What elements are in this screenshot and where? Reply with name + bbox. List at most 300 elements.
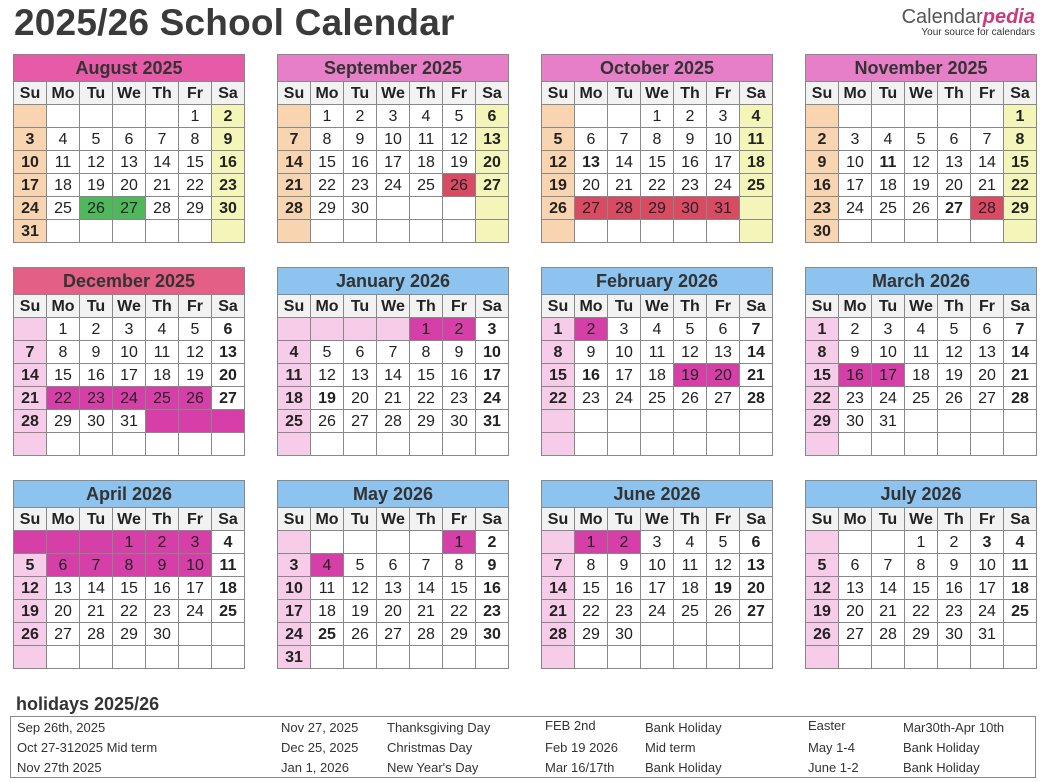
day-cell[interactable]: 30 bbox=[443, 410, 476, 433]
day-cell[interactable]: 24 bbox=[113, 387, 146, 410]
day-cell[interactable]: 9 bbox=[212, 128, 245, 151]
day-cell[interactable]: 8 bbox=[806, 341, 839, 364]
day-cell[interactable]: 12 bbox=[344, 577, 377, 600]
day-cell[interactable]: 17 bbox=[872, 364, 905, 387]
day-cell[interactable]: 11 bbox=[1004, 554, 1037, 577]
day-cell[interactable]: 22 bbox=[641, 174, 674, 197]
day-cell[interactable]: 16 bbox=[674, 151, 707, 174]
day-cell[interactable]: 3 bbox=[113, 318, 146, 341]
day-cell[interactable]: 16 bbox=[443, 364, 476, 387]
day-cell[interactable]: 18 bbox=[905, 364, 938, 387]
day-cell[interactable]: 29 bbox=[179, 197, 212, 220]
day-cell[interactable]: 7 bbox=[14, 341, 47, 364]
day-cell[interactable]: 1 bbox=[179, 105, 212, 128]
day-cell[interactable]: 18 bbox=[1004, 577, 1037, 600]
day-cell[interactable]: 20 bbox=[377, 600, 410, 623]
day-cell[interactable]: 6 bbox=[839, 554, 872, 577]
day-cell[interactable]: 2 bbox=[146, 531, 179, 554]
day-cell[interactable]: 2 bbox=[938, 531, 971, 554]
day-cell[interactable]: 23 bbox=[938, 600, 971, 623]
day-cell[interactable]: 23 bbox=[212, 174, 245, 197]
day-cell[interactable]: 22 bbox=[443, 600, 476, 623]
day-cell[interactable]: 28 bbox=[410, 623, 443, 646]
day-cell[interactable]: 3 bbox=[641, 531, 674, 554]
day-cell[interactable]: 2 bbox=[80, 318, 113, 341]
day-cell[interactable]: 4 bbox=[905, 318, 938, 341]
day-cell[interactable]: 29 bbox=[443, 623, 476, 646]
day-cell[interactable]: 20 bbox=[740, 577, 773, 600]
day-cell[interactable]: 3 bbox=[971, 531, 1004, 554]
day-cell[interactable]: 19 bbox=[707, 577, 740, 600]
day-cell[interactable]: 15 bbox=[443, 577, 476, 600]
day-cell[interactable]: 7 bbox=[1004, 318, 1037, 341]
day-cell[interactable]: 10 bbox=[641, 554, 674, 577]
day-cell[interactable]: 17 bbox=[608, 364, 641, 387]
day-cell[interactable]: 17 bbox=[476, 364, 509, 387]
day-cell[interactable]: 27 bbox=[575, 197, 608, 220]
day-cell[interactable]: 17 bbox=[14, 174, 47, 197]
day-cell[interactable]: 19 bbox=[806, 600, 839, 623]
day-cell[interactable]: 19 bbox=[674, 364, 707, 387]
day-cell[interactable]: 27 bbox=[938, 197, 971, 220]
day-cell[interactable]: 6 bbox=[113, 128, 146, 151]
day-cell[interactable]: 28 bbox=[608, 197, 641, 220]
day-cell[interactable]: 10 bbox=[14, 151, 47, 174]
day-cell[interactable]: 16 bbox=[476, 577, 509, 600]
day-cell[interactable]: 27 bbox=[839, 623, 872, 646]
day-cell[interactable]: 6 bbox=[575, 128, 608, 151]
day-cell[interactable]: 10 bbox=[179, 554, 212, 577]
day-cell[interactable]: 9 bbox=[476, 554, 509, 577]
day-cell[interactable]: 19 bbox=[938, 364, 971, 387]
day-cell[interactable]: 16 bbox=[806, 174, 839, 197]
day-cell[interactable]: 30 bbox=[344, 197, 377, 220]
day-cell[interactable]: 5 bbox=[443, 105, 476, 128]
day-cell[interactable]: 21 bbox=[146, 174, 179, 197]
day-cell[interactable]: 18 bbox=[641, 364, 674, 387]
day-cell[interactable]: 15 bbox=[311, 151, 344, 174]
day-cell[interactable]: 30 bbox=[608, 623, 641, 646]
day-cell[interactable]: 10 bbox=[839, 151, 872, 174]
day-cell[interactable]: 22 bbox=[905, 600, 938, 623]
day-cell[interactable]: 1 bbox=[443, 531, 476, 554]
day-cell[interactable]: 12 bbox=[905, 151, 938, 174]
day-cell[interactable]: 22 bbox=[113, 600, 146, 623]
day-cell[interactable]: 25 bbox=[674, 600, 707, 623]
day-cell[interactable]: 12 bbox=[80, 151, 113, 174]
day-cell[interactable]: 15 bbox=[905, 577, 938, 600]
day-cell[interactable]: 16 bbox=[839, 364, 872, 387]
day-cell[interactable]: 18 bbox=[674, 577, 707, 600]
day-cell[interactable]: 13 bbox=[344, 364, 377, 387]
day-cell[interactable]: 29 bbox=[905, 623, 938, 646]
day-cell[interactable]: 19 bbox=[344, 600, 377, 623]
day-cell[interactable]: 16 bbox=[80, 364, 113, 387]
day-cell[interactable]: 13 bbox=[47, 577, 80, 600]
day-cell[interactable]: 24 bbox=[641, 600, 674, 623]
day-cell[interactable]: 2 bbox=[212, 105, 245, 128]
day-cell[interactable]: 13 bbox=[740, 554, 773, 577]
day-cell[interactable]: 16 bbox=[146, 577, 179, 600]
day-cell[interactable]: 11 bbox=[905, 341, 938, 364]
day-cell[interactable]: 5 bbox=[542, 128, 575, 151]
day-cell[interactable]: 4 bbox=[146, 318, 179, 341]
day-cell[interactable]: 27 bbox=[740, 600, 773, 623]
day-cell[interactable]: 1 bbox=[542, 318, 575, 341]
day-cell[interactable]: 4 bbox=[740, 105, 773, 128]
day-cell[interactable]: 13 bbox=[938, 151, 971, 174]
day-cell[interactable]: 9 bbox=[806, 151, 839, 174]
day-cell[interactable]: 9 bbox=[674, 128, 707, 151]
day-cell[interactable]: 31 bbox=[278, 646, 311, 669]
day-cell[interactable]: 17 bbox=[971, 577, 1004, 600]
day-cell[interactable]: 7 bbox=[971, 128, 1004, 151]
day-cell[interactable]: 1 bbox=[575, 531, 608, 554]
day-cell[interactable]: 11 bbox=[311, 577, 344, 600]
day-cell[interactable]: 30 bbox=[80, 410, 113, 433]
day-cell[interactable]: 22 bbox=[47, 387, 80, 410]
day-cell[interactable]: 5 bbox=[806, 554, 839, 577]
day-cell[interactable]: 31 bbox=[14, 220, 47, 243]
day-cell[interactable]: 28 bbox=[971, 197, 1004, 220]
day-cell[interactable]: 3 bbox=[872, 318, 905, 341]
day-cell[interactable]: 29 bbox=[113, 623, 146, 646]
day-cell[interactable]: 19 bbox=[311, 387, 344, 410]
day-cell[interactable]: 13 bbox=[476, 128, 509, 151]
day-cell[interactable]: 19 bbox=[179, 364, 212, 387]
day-cell[interactable]: 11 bbox=[212, 554, 245, 577]
day-cell[interactable]: 21 bbox=[971, 174, 1004, 197]
day-cell[interactable]: 5 bbox=[14, 554, 47, 577]
day-cell[interactable]: 30 bbox=[146, 623, 179, 646]
day-cell[interactable]: 28 bbox=[14, 410, 47, 433]
day-cell[interactable]: 28 bbox=[542, 623, 575, 646]
day-cell[interactable]: 6 bbox=[344, 341, 377, 364]
day-cell[interactable]: 8 bbox=[575, 554, 608, 577]
day-cell[interactable]: 21 bbox=[872, 600, 905, 623]
day-cell[interactable]: 8 bbox=[47, 341, 80, 364]
day-cell[interactable]: 21 bbox=[278, 174, 311, 197]
day-cell[interactable]: 27 bbox=[47, 623, 80, 646]
day-cell[interactable]: 28 bbox=[377, 410, 410, 433]
day-cell[interactable]: 9 bbox=[146, 554, 179, 577]
day-cell[interactable]: 29 bbox=[311, 197, 344, 220]
day-cell[interactable]: 25 bbox=[905, 387, 938, 410]
day-cell[interactable]: 1 bbox=[47, 318, 80, 341]
day-cell[interactable]: 2 bbox=[806, 128, 839, 151]
day-cell[interactable]: 5 bbox=[311, 341, 344, 364]
day-cell[interactable]: 18 bbox=[146, 364, 179, 387]
day-cell[interactable]: 13 bbox=[707, 341, 740, 364]
day-cell[interactable]: 30 bbox=[476, 623, 509, 646]
day-cell[interactable]: 6 bbox=[212, 318, 245, 341]
day-cell[interactable]: 4 bbox=[1004, 531, 1037, 554]
day-cell[interactable]: 3 bbox=[278, 554, 311, 577]
day-cell[interactable]: 8 bbox=[179, 128, 212, 151]
day-cell[interactable]: 23 bbox=[674, 174, 707, 197]
day-cell[interactable]: 1 bbox=[311, 105, 344, 128]
day-cell[interactable]: 22 bbox=[542, 387, 575, 410]
day-cell[interactable]: 9 bbox=[608, 554, 641, 577]
day-cell[interactable]: 14 bbox=[542, 577, 575, 600]
day-cell[interactable]: 26 bbox=[806, 623, 839, 646]
day-cell[interactable]: 8 bbox=[113, 554, 146, 577]
day-cell[interactable]: 16 bbox=[608, 577, 641, 600]
day-cell[interactable]: 31 bbox=[971, 623, 1004, 646]
day-cell[interactable]: 29 bbox=[641, 197, 674, 220]
day-cell[interactable]: 31 bbox=[476, 410, 509, 433]
day-cell[interactable]: 24 bbox=[377, 174, 410, 197]
day-cell[interactable]: 6 bbox=[377, 554, 410, 577]
day-cell[interactable]: 8 bbox=[1004, 128, 1037, 151]
day-cell[interactable]: 13 bbox=[377, 577, 410, 600]
day-cell[interactable]: 28 bbox=[872, 623, 905, 646]
day-cell[interactable]: 23 bbox=[80, 387, 113, 410]
day-cell[interactable]: 24 bbox=[971, 600, 1004, 623]
day-cell[interactable]: 7 bbox=[278, 128, 311, 151]
day-cell[interactable]: 4 bbox=[674, 531, 707, 554]
day-cell[interactable]: 29 bbox=[410, 410, 443, 433]
day-cell[interactable]: 25 bbox=[740, 174, 773, 197]
day-cell[interactable]: 2 bbox=[839, 318, 872, 341]
day-cell[interactable]: 17 bbox=[179, 577, 212, 600]
day-cell[interactable]: 30 bbox=[806, 220, 839, 243]
day-cell[interactable]: 27 bbox=[971, 387, 1004, 410]
day-cell[interactable]: 24 bbox=[278, 623, 311, 646]
day-cell[interactable]: 1 bbox=[1004, 105, 1037, 128]
day-cell[interactable]: 31 bbox=[707, 197, 740, 220]
day-cell[interactable]: 14 bbox=[146, 151, 179, 174]
day-cell[interactable]: 16 bbox=[575, 364, 608, 387]
day-cell[interactable]: 4 bbox=[278, 341, 311, 364]
day-cell[interactable]: 12 bbox=[806, 577, 839, 600]
day-cell[interactable]: 27 bbox=[212, 387, 245, 410]
day-cell[interactable]: 14 bbox=[14, 364, 47, 387]
day-cell[interactable]: 26 bbox=[80, 197, 113, 220]
day-cell[interactable]: 28 bbox=[1004, 387, 1037, 410]
day-cell[interactable]: 24 bbox=[839, 197, 872, 220]
day-cell[interactable]: 5 bbox=[905, 128, 938, 151]
day-cell[interactable]: 14 bbox=[872, 577, 905, 600]
day-cell[interactable]: 13 bbox=[113, 151, 146, 174]
day-cell[interactable]: 18 bbox=[311, 600, 344, 623]
day-cell[interactable]: 25 bbox=[1004, 600, 1037, 623]
day-cell[interactable]: 11 bbox=[872, 151, 905, 174]
day-cell[interactable]: 3 bbox=[608, 318, 641, 341]
day-cell[interactable]: 2 bbox=[443, 318, 476, 341]
day-cell[interactable]: 15 bbox=[179, 151, 212, 174]
day-cell[interactable]: 5 bbox=[179, 318, 212, 341]
day-cell[interactable]: 18 bbox=[872, 174, 905, 197]
day-cell[interactable]: 2 bbox=[575, 318, 608, 341]
day-cell[interactable]: 22 bbox=[1004, 174, 1037, 197]
day-cell[interactable]: 25 bbox=[278, 410, 311, 433]
day-cell[interactable]: 10 bbox=[872, 341, 905, 364]
day-cell[interactable]: 24 bbox=[707, 174, 740, 197]
day-cell[interactable]: 23 bbox=[608, 600, 641, 623]
day-cell[interactable]: 23 bbox=[575, 387, 608, 410]
day-cell[interactable]: 17 bbox=[278, 600, 311, 623]
day-cell[interactable]: 20 bbox=[707, 364, 740, 387]
day-cell[interactable]: 19 bbox=[80, 174, 113, 197]
day-cell[interactable]: 13 bbox=[212, 341, 245, 364]
day-cell[interactable]: 15 bbox=[575, 577, 608, 600]
day-cell[interactable]: 11 bbox=[278, 364, 311, 387]
day-cell[interactable]: 18 bbox=[740, 151, 773, 174]
day-cell[interactable]: 26 bbox=[905, 197, 938, 220]
day-cell[interactable]: 27 bbox=[377, 623, 410, 646]
day-cell[interactable]: 25 bbox=[146, 387, 179, 410]
day-cell[interactable]: 14 bbox=[410, 577, 443, 600]
day-cell[interactable]: 4 bbox=[311, 554, 344, 577]
day-cell[interactable]: 3 bbox=[839, 128, 872, 151]
day-cell[interactable]: 17 bbox=[839, 174, 872, 197]
day-cell[interactable]: 5 bbox=[938, 318, 971, 341]
day-cell[interactable]: 20 bbox=[212, 364, 245, 387]
day-cell[interactable]: 6 bbox=[938, 128, 971, 151]
day-cell[interactable]: 25 bbox=[311, 623, 344, 646]
day-cell[interactable]: 23 bbox=[344, 174, 377, 197]
day-cell[interactable]: 22 bbox=[311, 174, 344, 197]
day-cell[interactable]: 27 bbox=[707, 387, 740, 410]
day-cell[interactable]: 15 bbox=[1004, 151, 1037, 174]
day-cell[interactable]: 5 bbox=[80, 128, 113, 151]
day-cell[interactable]: 14 bbox=[80, 577, 113, 600]
day-cell[interactable]: 17 bbox=[113, 364, 146, 387]
day-cell[interactable]: 29 bbox=[806, 410, 839, 433]
day-cell[interactable]: 20 bbox=[938, 174, 971, 197]
day-cell[interactable]: 8 bbox=[641, 128, 674, 151]
day-cell[interactable]: 14 bbox=[377, 364, 410, 387]
day-cell[interactable]: 15 bbox=[806, 364, 839, 387]
day-cell[interactable]: 27 bbox=[113, 197, 146, 220]
day-cell[interactable]: 21 bbox=[740, 364, 773, 387]
day-cell[interactable]: 2 bbox=[476, 531, 509, 554]
day-cell[interactable]: 31 bbox=[872, 410, 905, 433]
day-cell[interactable]: 23 bbox=[146, 600, 179, 623]
day-cell[interactable]: 26 bbox=[344, 623, 377, 646]
day-cell[interactable]: 6 bbox=[476, 105, 509, 128]
day-cell[interactable]: 3 bbox=[377, 105, 410, 128]
day-cell[interactable]: 2 bbox=[674, 105, 707, 128]
day-cell[interactable]: 8 bbox=[443, 554, 476, 577]
day-cell[interactable]: 17 bbox=[377, 151, 410, 174]
day-cell[interactable]: 18 bbox=[278, 387, 311, 410]
day-cell[interactable]: 11 bbox=[146, 341, 179, 364]
day-cell[interactable]: 16 bbox=[344, 151, 377, 174]
day-cell[interactable]: 3 bbox=[476, 318, 509, 341]
day-cell[interactable]: 7 bbox=[872, 554, 905, 577]
day-cell[interactable]: 8 bbox=[410, 341, 443, 364]
day-cell[interactable]: 1 bbox=[113, 531, 146, 554]
day-cell[interactable]: 28 bbox=[146, 197, 179, 220]
day-cell[interactable]: 21 bbox=[410, 600, 443, 623]
day-cell[interactable]: 9 bbox=[938, 554, 971, 577]
day-cell[interactable]: 26 bbox=[179, 387, 212, 410]
day-cell[interactable]: 16 bbox=[212, 151, 245, 174]
day-cell[interactable]: 27 bbox=[476, 174, 509, 197]
day-cell[interactable]: 12 bbox=[674, 341, 707, 364]
day-cell[interactable]: 26 bbox=[674, 387, 707, 410]
day-cell[interactable]: 22 bbox=[179, 174, 212, 197]
day-cell[interactable]: 30 bbox=[212, 197, 245, 220]
day-cell[interactable]: 11 bbox=[674, 554, 707, 577]
day-cell[interactable]: 12 bbox=[542, 151, 575, 174]
day-cell[interactable]: 5 bbox=[707, 531, 740, 554]
day-cell[interactable]: 7 bbox=[377, 341, 410, 364]
day-cell[interactable]: 1 bbox=[410, 318, 443, 341]
day-cell[interactable]: 5 bbox=[674, 318, 707, 341]
day-cell[interactable]: 24 bbox=[476, 387, 509, 410]
day-cell[interactable]: 12 bbox=[443, 128, 476, 151]
day-cell[interactable]: 15 bbox=[410, 364, 443, 387]
day-cell[interactable]: 25 bbox=[872, 197, 905, 220]
day-cell[interactable]: 14 bbox=[608, 151, 641, 174]
day-cell[interactable]: 6 bbox=[707, 318, 740, 341]
day-cell[interactable]: 17 bbox=[707, 151, 740, 174]
day-cell[interactable]: 1 bbox=[806, 318, 839, 341]
day-cell[interactable]: 4 bbox=[410, 105, 443, 128]
day-cell[interactable]: 14 bbox=[971, 151, 1004, 174]
day-cell[interactable]: 26 bbox=[443, 174, 476, 197]
day-cell[interactable]: 14 bbox=[278, 151, 311, 174]
day-cell[interactable]: 26 bbox=[938, 387, 971, 410]
day-cell[interactable]: 23 bbox=[806, 197, 839, 220]
day-cell[interactable]: 15 bbox=[641, 151, 674, 174]
day-cell[interactable]: 12 bbox=[179, 341, 212, 364]
day-cell[interactable]: 24 bbox=[608, 387, 641, 410]
day-cell[interactable]: 28 bbox=[278, 197, 311, 220]
day-cell[interactable]: 14 bbox=[1004, 341, 1037, 364]
day-cell[interactable]: 30 bbox=[674, 197, 707, 220]
day-cell[interactable]: 7 bbox=[740, 318, 773, 341]
day-cell[interactable]: 14 bbox=[740, 341, 773, 364]
day-cell[interactable]: 23 bbox=[839, 387, 872, 410]
day-cell[interactable]: 7 bbox=[542, 554, 575, 577]
day-cell[interactable]: 21 bbox=[14, 387, 47, 410]
day-cell[interactable]: 19 bbox=[443, 151, 476, 174]
day-cell[interactable]: 29 bbox=[575, 623, 608, 646]
day-cell[interactable]: 12 bbox=[311, 364, 344, 387]
day-cell[interactable]: 6 bbox=[47, 554, 80, 577]
day-cell[interactable]: 1 bbox=[641, 105, 674, 128]
day-cell[interactable]: 8 bbox=[542, 341, 575, 364]
day-cell[interactable]: 10 bbox=[608, 341, 641, 364]
day-cell[interactable]: 20 bbox=[344, 387, 377, 410]
day-cell[interactable]: 7 bbox=[146, 128, 179, 151]
day-cell[interactable]: 12 bbox=[707, 554, 740, 577]
day-cell[interactable]: 21 bbox=[1004, 364, 1037, 387]
day-cell[interactable]: 3 bbox=[707, 105, 740, 128]
day-cell[interactable]: 3 bbox=[14, 128, 47, 151]
day-cell[interactable]: 9 bbox=[443, 341, 476, 364]
day-cell[interactable]: 18 bbox=[47, 174, 80, 197]
day-cell[interactable]: 9 bbox=[575, 341, 608, 364]
day-cell[interactable]: 24 bbox=[179, 600, 212, 623]
day-cell[interactable]: 25 bbox=[641, 387, 674, 410]
day-cell[interactable]: 21 bbox=[377, 387, 410, 410]
day-cell[interactable]: 27 bbox=[344, 410, 377, 433]
day-cell[interactable]: 18 bbox=[410, 151, 443, 174]
day-cell[interactable]: 26 bbox=[14, 623, 47, 646]
day-cell[interactable]: 1 bbox=[905, 531, 938, 554]
day-cell[interactable]: 21 bbox=[608, 174, 641, 197]
day-cell[interactable]: 26 bbox=[542, 197, 575, 220]
day-cell[interactable]: 21 bbox=[80, 600, 113, 623]
day-cell[interactable]: 10 bbox=[971, 554, 1004, 577]
day-cell[interactable]: 28 bbox=[80, 623, 113, 646]
day-cell[interactable]: 5 bbox=[344, 554, 377, 577]
